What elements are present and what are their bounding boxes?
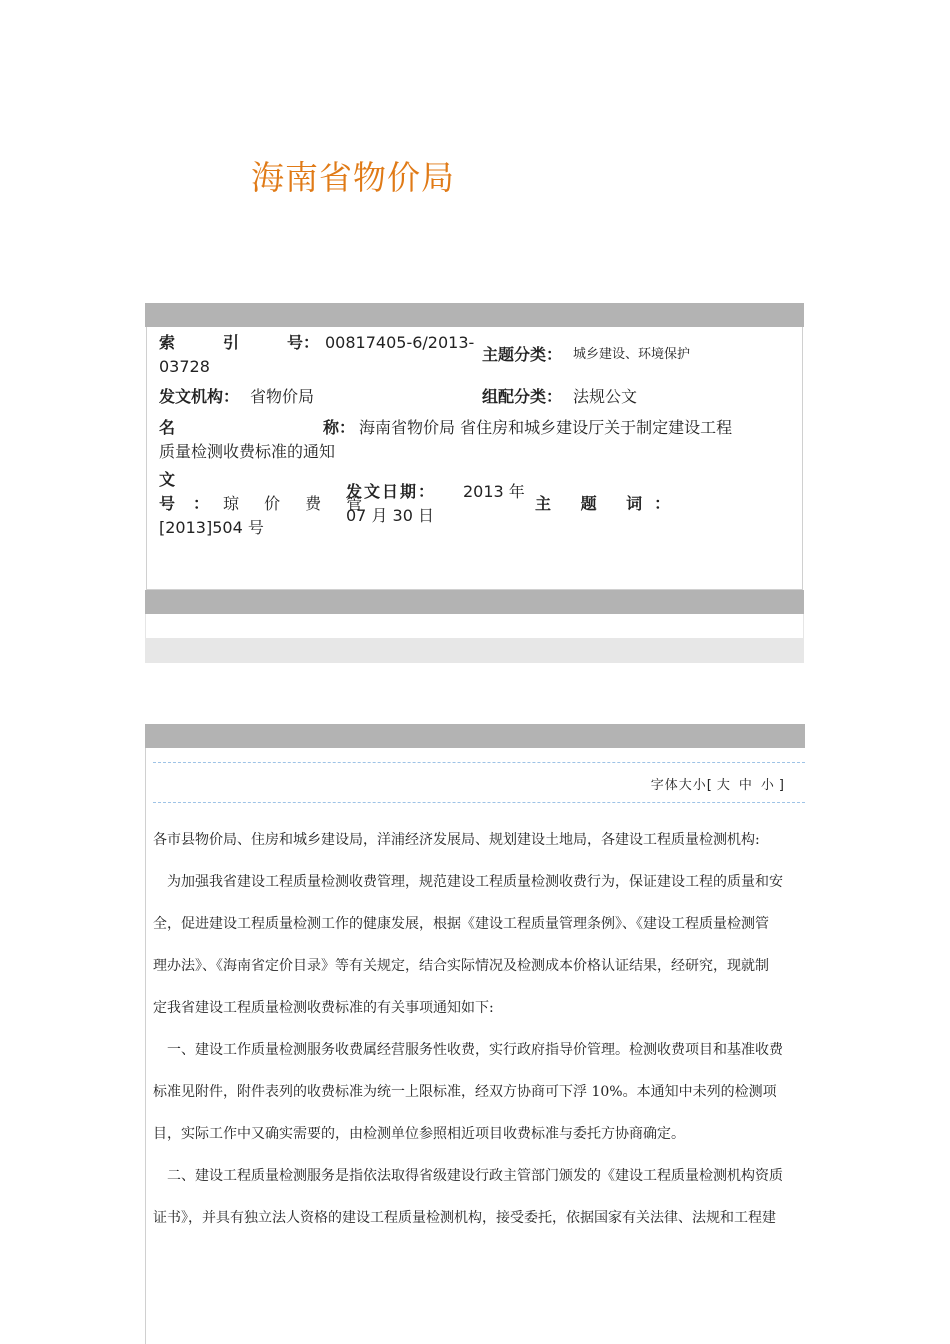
topic-class-value: 城乡建设、环境保护 xyxy=(573,347,691,362)
date-label: 发文日期： xyxy=(346,482,437,501)
font-size-control xyxy=(651,774,785,793)
para1-line3: 理办法》、《海南省定价目录》等有关规定，结合实际情况及检测成本价格认证结果，经研究，现就制 xyxy=(153,958,769,974)
docno-label-2 xyxy=(159,492,227,516)
index-label: 索 引 号： xyxy=(159,333,319,352)
article-box xyxy=(145,724,807,1344)
compose-label: 组配分类： xyxy=(482,387,563,406)
para2-line2: 标准见附件，附件表列的收费标准为统一上限标准，经双方协商可下浮 10%。本通知中未列的检测项 xyxy=(153,1084,777,1100)
docno-value-1: 琼 价 费 管 xyxy=(223,494,373,513)
para1-line4: 定我省建设工程质量检测收费标准的有关事项通知如下: xyxy=(153,1000,494,1016)
para1-line2: 全，促进建设工程质量检测工作的健康发展，根据《建设工程质量管理条例》、《建设工程质量检测管 xyxy=(153,916,769,932)
index-value-1: 00817405-6/2013- xyxy=(325,333,475,352)
page-title: 海南省物价局 xyxy=(251,158,455,197)
dashed-divider-top xyxy=(153,762,805,763)
name-value-2: 质量检测收费标准的通知 xyxy=(159,442,336,461)
meta-spacer xyxy=(145,614,804,638)
issuer-value: 省物价局 xyxy=(250,387,315,406)
document-meta-box xyxy=(145,303,804,663)
font-size-medium[interactable]: 中 xyxy=(738,778,753,793)
para3-line1: 二、建设工程质量检测服务是指依法取得省级建设行政主管部门颁发的《建设工程质量检测机构资质 xyxy=(167,1168,783,1184)
para2-line3: 目，实际工作中又确实需要的，由检测单位参照相近项目收费标准与委托方协商确定。 xyxy=(153,1126,685,1142)
docno-value-2: [2013]504 号 xyxy=(159,518,264,537)
meta-table xyxy=(146,327,803,590)
meta-header-bar xyxy=(145,303,804,327)
name-label-1: 名 xyxy=(159,418,176,437)
topic-class-label: 主题分类： xyxy=(482,345,563,364)
date-value-1: 2013 年 xyxy=(463,482,525,501)
name-label-2: 称： xyxy=(323,418,356,437)
docno-label-text: 号： xyxy=(159,494,228,513)
date-value-2: 07 月 30 日 xyxy=(346,506,434,525)
meta-footer-bar xyxy=(145,590,804,614)
compose-value: 法规公文 xyxy=(573,387,638,406)
name-value-1: 海南省物价局 省住房和城乡建设厅关于制定建设工程 xyxy=(359,418,733,437)
font-size-close: ] xyxy=(778,778,785,793)
font-size-label: 字体大小[ xyxy=(650,778,713,793)
para3-line2: 证书》，并具有独立法人资格的建设工程质量检测机构，接受委托，依据国家有关法律、法规和工程建 xyxy=(153,1210,776,1226)
para2-line1: 一、建设工作质量检测服务收费属经营服务性收费，实行政府指导价管理。检测收费项目和基准收费 xyxy=(167,1042,783,1058)
article-left-border xyxy=(145,748,146,1344)
font-size-small[interactable]: 小 xyxy=(760,778,775,793)
font-size-large[interactable]: 大 xyxy=(716,778,731,793)
index-value-2: 03728 xyxy=(159,357,210,376)
article-body xyxy=(153,828,807,1239)
issuer-label: 发文机构： xyxy=(159,387,240,406)
docno-label-1: 文 xyxy=(159,470,176,489)
salutation: 各市县物价局、住房和城乡建设局，洋浦经济发展局、规划建设土地局，各建设工程质量检测机构: xyxy=(153,832,760,848)
article-header-bar xyxy=(145,724,805,748)
keyword-label: 主 题 词： xyxy=(535,494,683,513)
dashed-divider-bottom xyxy=(153,802,805,803)
meta-bottom-strip xyxy=(145,638,804,663)
para1-line1: 为加强我省建设工程质量检测收费管理，规范建设工程质量检测收费行为，保证建设工程的质量和安 xyxy=(167,874,783,890)
